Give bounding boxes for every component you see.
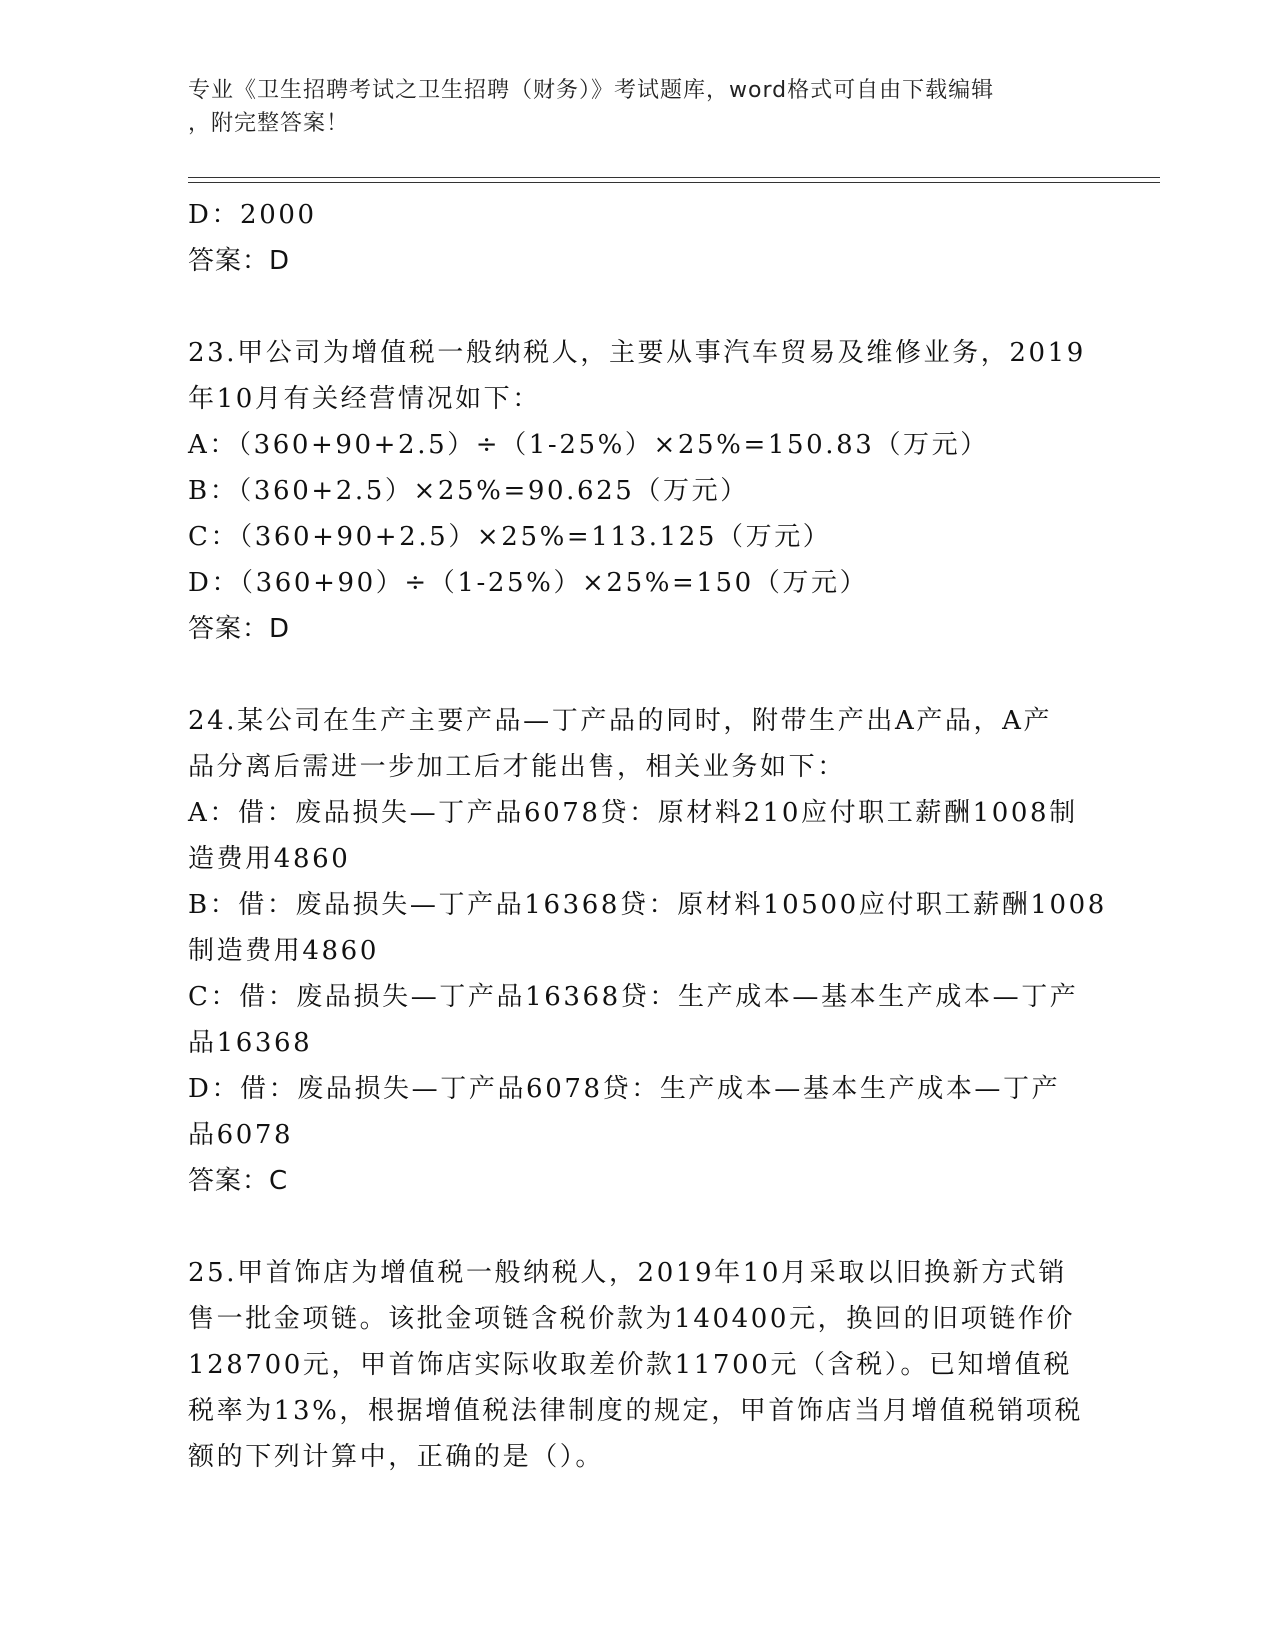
q24-option-b-line-2: 制造费用4860	[188, 936, 379, 966]
question-24	[188, 698, 1107, 1204]
q24-stem-line-2: 品分离后需进一步加工后才能出售，相关业务如下：	[188, 752, 846, 782]
q23-option-a: A：（360+90+2.5）÷（1-25%）×25%=150.83（万元）	[188, 430, 989, 460]
question-23	[188, 330, 1088, 652]
header-line-2: ，附完整答案！	[188, 111, 350, 136]
q23-option-b: B：（360+2.5）×25%=90.625（万元）	[188, 476, 749, 506]
q24-answer: 答案：C	[188, 1166, 289, 1196]
q22-option-d: D：2000	[188, 200, 317, 230]
q23-stem-line-2: 年10月有关经营情况如下：	[188, 384, 541, 414]
q24-option-a-line-1: A：借：废品损失—丁产品6078贷：原材料210应付职工薪酬1008制	[188, 798, 1078, 828]
spacer	[188, 284, 1088, 330]
page-header	[188, 74, 1088, 140]
q25-stem-line-2: 售一批金项链。该批金项链含税价款为140400元，换回的旧项链作价	[188, 1304, 1076, 1334]
q24-option-a-line-2: 造费用4860	[188, 844, 351, 874]
q24-option-d-line-2: 品6078	[188, 1120, 294, 1150]
q24-option-c-line-1: C：借：废品损失—丁产品16368贷：生产成本—基本生产成本—丁产	[188, 982, 1079, 1012]
q24-option-d-line-1: D：借：废品损失—丁产品6078贷：生产成本—基本生产成本—丁产	[188, 1074, 1061, 1104]
q23-stem-line-1: 23.甲公司为增值税一般纳税人，主要从事汽车贸易及维修业务，2019	[188, 338, 1086, 368]
header-rule-bottom	[188, 182, 1160, 183]
q25-stem-line-1: 25.甲首饰店为增值税一般纳税人，2019年10月采取以旧换新方式销	[188, 1258, 1068, 1288]
question-25	[188, 1250, 1088, 1480]
spacer	[188, 652, 1088, 698]
header-rule-top	[188, 177, 1160, 178]
question-content	[188, 192, 1107, 1480]
q25-stem-line-5: 额的下列计算中，正确的是（）。	[188, 1442, 605, 1472]
q24-option-b-line-1: B：借：废品损失—丁产品16368贷：原材料10500应付职工薪酬1008	[188, 890, 1107, 920]
spacer	[188, 1204, 1088, 1250]
q22-answer: 答案：D	[188, 246, 291, 276]
header-line-1: 专业《卫生招聘考试之卫生招聘（财务）》考试题库，word格式可自由下载编辑	[188, 78, 995, 103]
q25-stem-line-3: 128700元，甲首饰店实际收取差价款11700元（含税）。已知增值税	[188, 1350, 1072, 1380]
question-22	[188, 192, 1088, 284]
q25-stem-line-4: 税率为13%，根据增值税法律制度的规定，甲首饰店当月增值税销项税	[188, 1396, 1083, 1426]
q24-stem-line-1: 24.某公司在生产主要产品—丁产品的同时，附带生产出A产品，A产	[188, 706, 1053, 736]
q24-option-c-line-2: 品16368	[188, 1028, 313, 1058]
q23-option-d: D：（360+90）÷（1-25%）×25%=150（万元）	[188, 568, 869, 598]
q23-option-c: C：（360+90+2.5）×25%=113.125（万元）	[188, 522, 832, 552]
q23-answer: 答案：D	[188, 614, 291, 644]
